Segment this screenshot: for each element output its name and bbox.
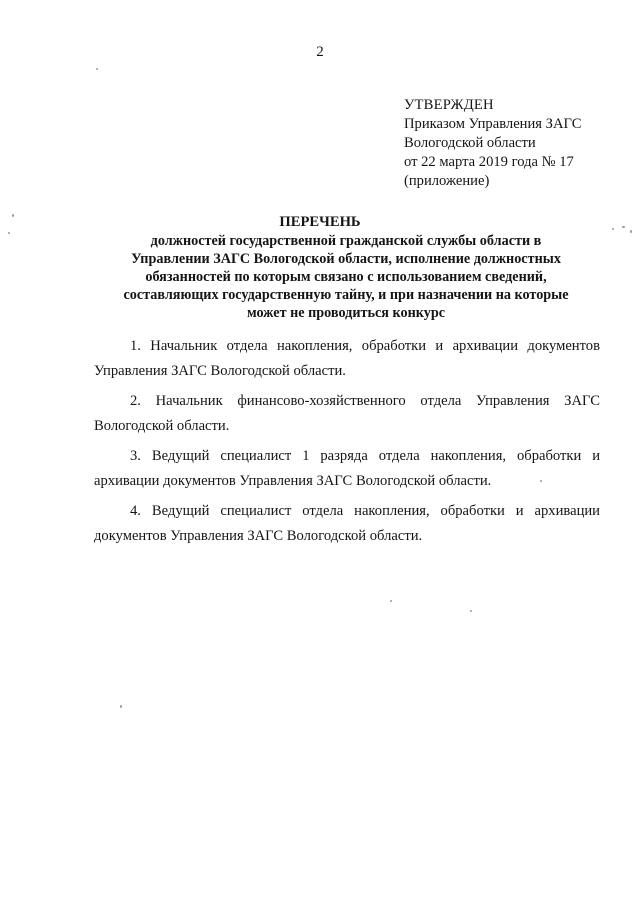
subtitle-line: составляющих государственную тайну, и при назначении на которые <box>123 287 569 303</box>
scan-speck <box>622 226 625 228</box>
scan-speck <box>12 214 14 217</box>
approval-region-line: Вологодской области <box>404 135 536 151</box>
page-number: 2 <box>316 44 324 60</box>
scan-speck <box>96 68 98 70</box>
approval-appendix-line: (приложение) <box>404 173 490 189</box>
subtitle-line: должностей государственной гражданской службы области в <box>150 233 542 249</box>
subtitle-line: обязанностей по которым связано с использованием сведений, <box>145 269 547 285</box>
list-item: 3. Ведущий специалист 1 разряда отдела накопления, обработки и архивации документов Управления ЗАГС Вологодской области. <box>94 448 600 489</box>
scan-speck <box>612 228 614 230</box>
position-list <box>94 334 600 554</box>
subtitle-line: может не проводиться конкурс <box>246 305 446 321</box>
approval-block <box>404 96 581 191</box>
subtitle-line: Управлении ЗАГС Вологодской области, исполнение должностных <box>131 251 561 267</box>
scan-speck <box>630 230 632 233</box>
scan-speck <box>8 232 10 234</box>
approval-order-line: Приказом Управления ЗАГС <box>404 116 582 132</box>
list-item: 4. Ведущий специалист отдела накопления, обработки и архивации документов Управления ЗАГС Вологодской области. <box>94 503 600 544</box>
scan-speck <box>390 600 392 602</box>
list-item: 2. Начальник финансово-хозяйственного отдела Управления ЗАГС Вологодской области. <box>94 393 600 434</box>
scan-speck <box>120 705 122 708</box>
approval-heading: УТВЕРЖДЕН <box>404 97 494 113</box>
approval-date-line: от 22 марта 2019 года № 17 <box>404 154 574 170</box>
document-title: ПЕРЕЧЕНЬ <box>279 214 361 230</box>
list-item: 1. Начальник отдела накопления, обработки и архивации документов Управления ЗАГС Вологодской области. <box>94 338 600 379</box>
scan-speck <box>540 480 542 482</box>
scan-speck <box>470 610 472 612</box>
document-subtitle <box>86 232 606 322</box>
